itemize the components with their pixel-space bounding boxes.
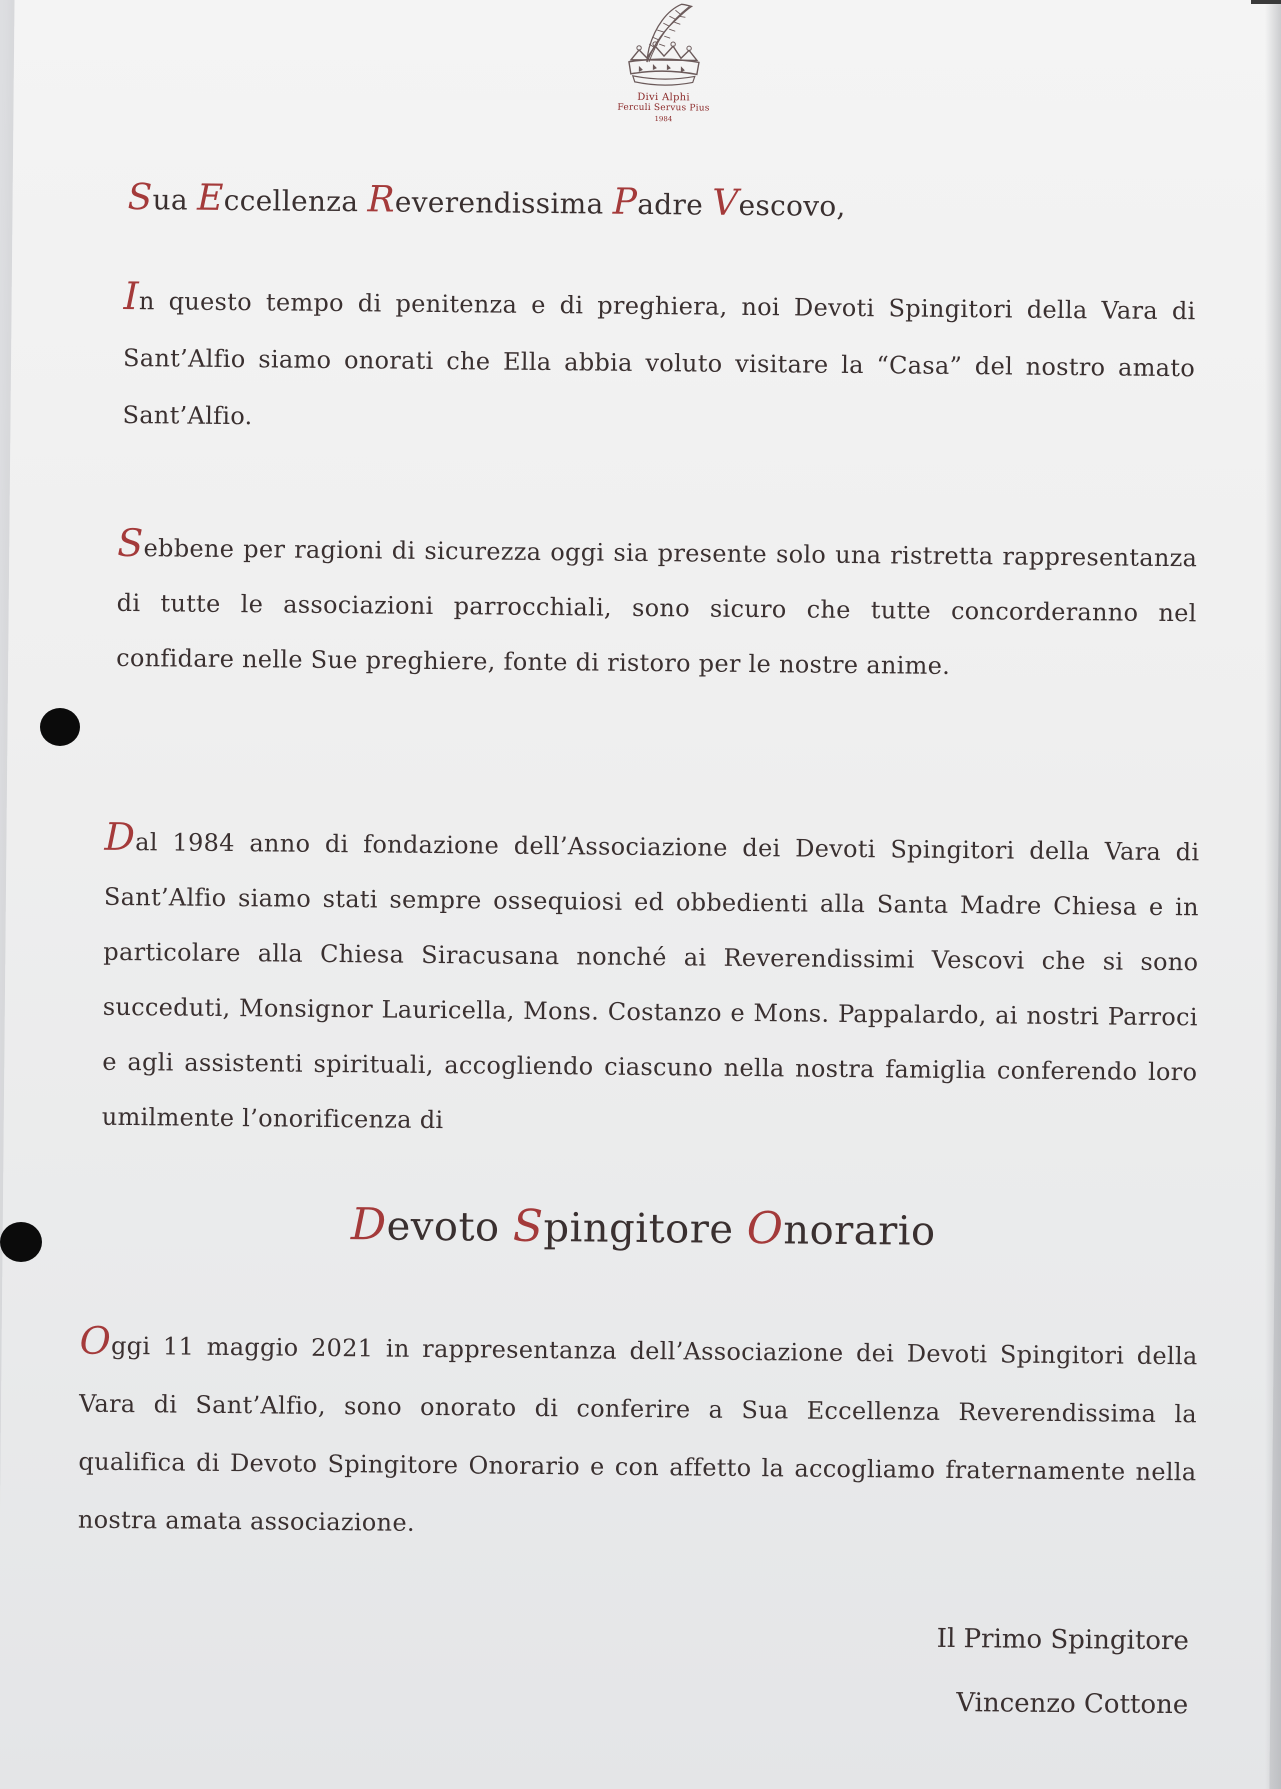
- paragraph-4-initial: O: [79, 1318, 112, 1363]
- paragraph-1-initial: I: [123, 273, 140, 319]
- paragraph-2-initial: S: [117, 520, 144, 566]
- honor-cap-1: D: [350, 1199, 387, 1251]
- background-corner: [1251, 0, 1281, 4]
- motto-line-2: Ferculi Servus Pius: [617, 102, 710, 114]
- salutation-word-5: escovo,: [738, 188, 846, 223]
- paragraph-4-text: ggi 11 maggio 2021 in rappresentanza dell’Associazione dei Devoti Spingitori della Vara di Sant’Alfio, sono onorato di conferire a Sua Eccellenza Reverendissima la qualifica di Devoto Spingitore Onorario e con affetto la accogliamo fraternamente nella nostra amata associazione.: [77, 1331, 1198, 1537]
- salutation-cap-2: E: [196, 177, 224, 219]
- paragraph-2-text: ebbene per ragioni di sicurezza oggi sia presente solo una ristretta rappresentanza di tutte le associazioni parrocchiali, sono sicuro che tutte concorderanno nel confidare nelle Sue preghiere, fonte di ristoro per le nostre anime.: [116, 534, 1198, 680]
- honor-title: [3, 1196, 1281, 1259]
- salutation-word-2: ccellenza: [223, 183, 359, 219]
- signature-block: [936, 1607, 1189, 1737]
- signature-name: Vincenzo Cottone: [956, 1688, 1189, 1721]
- punch-hole-bottom: [0, 1222, 42, 1262]
- paragraph-4: [78, 1317, 1198, 1560]
- paper-edge-shadow: [1265, 0, 1281, 1789]
- honor-word-2: pingitore: [543, 1205, 734, 1253]
- honor-cap-3: O: [746, 1202, 784, 1255]
- honor-word-3: norario: [783, 1207, 936, 1255]
- salutation-word-1: ua: [152, 183, 189, 217]
- punch-hole-top: [40, 708, 80, 746]
- paragraph-1-text: n questo tempo di penitenza e di preghiera, noi Devoti Spingitori della Vara di Sant’Alfio siamo onorati che Ella abbia voluto visitare la “Casa” del nostro amato Sant’Alfio.: [122, 287, 1196, 431]
- paragraph-3-initial: D: [104, 814, 136, 860]
- honor-word-1: evoto: [386, 1203, 500, 1251]
- logo-motto: [598, 92, 728, 126]
- motto-line-1: Divi Alphi: [637, 91, 691, 104]
- paragraph-2: [116, 521, 1198, 696]
- salutation-word-4: adre: [637, 187, 704, 222]
- motto-year: 1984: [654, 115, 673, 124]
- honor-cap-2: S: [512, 1200, 544, 1253]
- salutation-cap-5: V: [712, 182, 739, 224]
- association-logo: [598, 0, 729, 146]
- signature-role: Il Primo Spingitore: [936, 1623, 1189, 1657]
- paragraph-3-text: al 1984 anno di fondazione dell’Associazione dei Devoti Spingitori della Vara di Sant’Alfio siamo stati sempre ossequiosi ed obbedienti alla Santa Madre Chiesa e in particolare alla Chiesa Siracusana nonché ai Reverendissimi Vescovi che si sono succeduti, Monsignor Lauricella, Mons. Costanzo e Mons. Pappalardo, ai nostri Parroci e agli assistenti spirituali, accogliendo ciascuno nella nostra famiglia conferendo loro umilmente l’onorificenza di: [101, 828, 1200, 1135]
- salutation-word-3: everendissima: [394, 185, 604, 221]
- paragraph-1: [122, 273, 1196, 454]
- salutation-cap-1: S: [127, 176, 153, 219]
- salutation: [127, 177, 846, 225]
- crown-feather-icon: [609, 0, 720, 93]
- paragraph-3: [102, 815, 1200, 1155]
- salutation-cap-3: R: [367, 179, 396, 221]
- salutation-cap-4: P: [612, 181, 638, 223]
